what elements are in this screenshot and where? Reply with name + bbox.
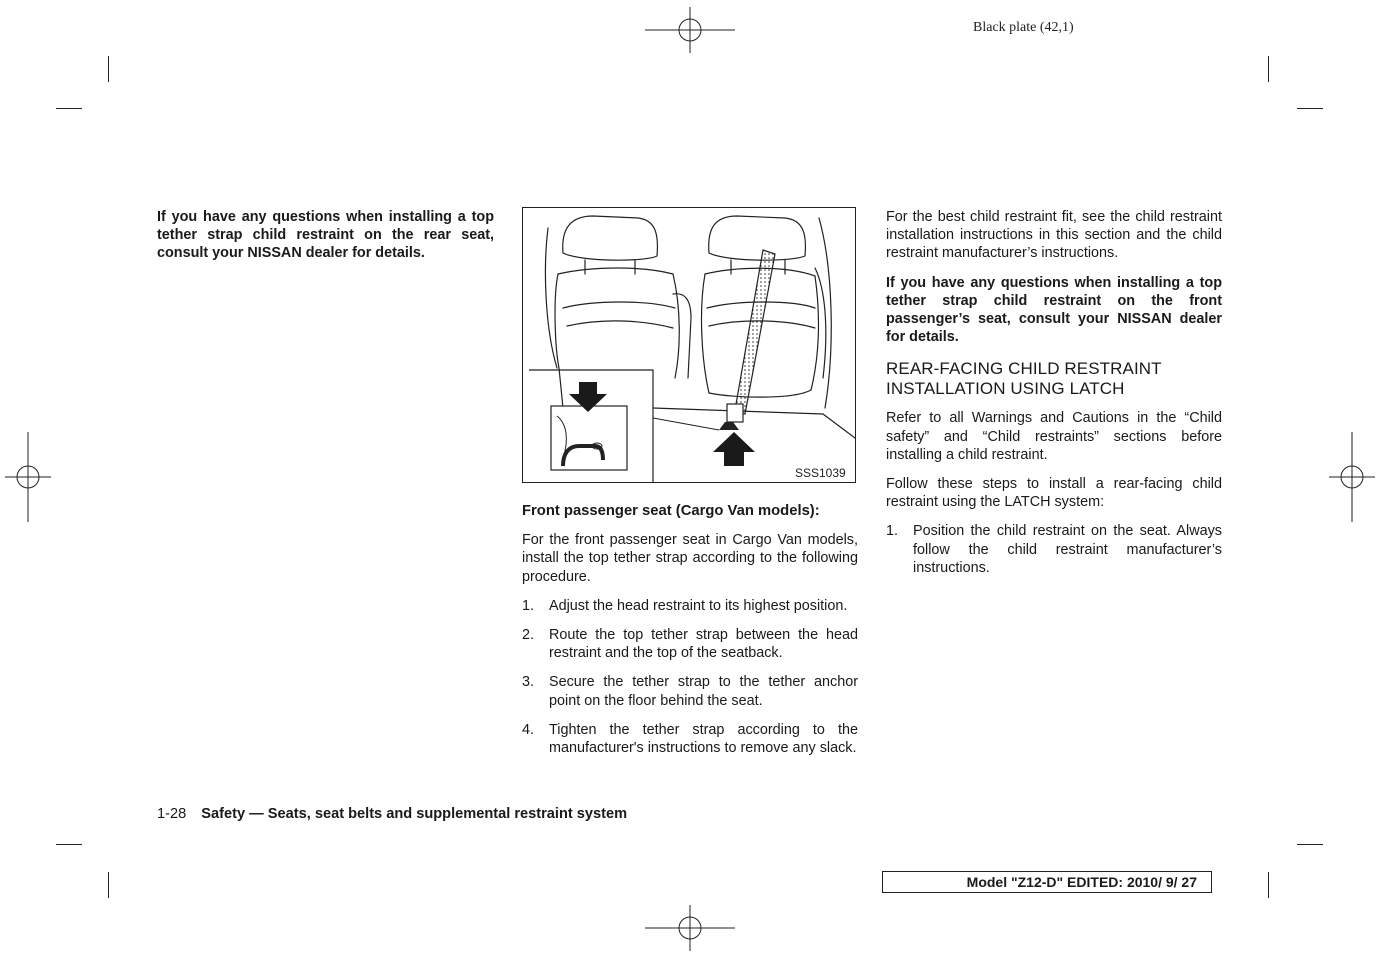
list-item: 4. Tighten the tether strap according to the manufacturer's instructions to remove any slack.	[522, 721, 858, 757]
section-title: Safety — Seats, seat belts and supplemental restraint system	[201, 806, 628, 822]
black-plate-label: Black plate (42,1)	[973, 20, 1074, 35]
list-item: 1. Adjust the head restraint to its highest position.	[522, 597, 848, 614]
warnings-paragraph: Refer to all Warnings and Cautions in the “Child safety” and “Child restraints” sections before installing a child restraint.	[886, 410, 1222, 463]
registration-mark-top	[645, 7, 735, 53]
list-item: 1. Position the child restraint on the seat. Always follow the child restraint manufacturer’s instructions.	[886, 523, 1222, 576]
front-passenger-heading: Front passenger seat (Cargo Van models):	[522, 503, 820, 519]
latch-steps	[886, 522, 1222, 577]
rear-seat-dealer-note: If you have any questions when installing a top tether strap child restraint on the rear seat, consult your NISSAN dealer for details.	[157, 209, 494, 262]
registration-mark-left	[5, 432, 51, 522]
registration-mark-right	[1329, 432, 1375, 522]
list-item: 2. Route the top tether strap between the head restraint and the top of the seatback.	[522, 627, 858, 662]
latch-steps-intro: Follow these steps to install a rear-facing child restraint using the LATCH system:	[886, 476, 1222, 511]
right-column	[886, 208, 1222, 588]
figure-code: SSS1039	[795, 466, 846, 480]
best-fit-paragraph: For the best child restraint fit, see the child restraint installation instructions in this section and the child restraint manufacturer’s instructions.	[886, 209, 1222, 262]
latch-section-heading: REAR-FACING CHILD RESTRAINT INSTALLATION USING LATCH	[886, 359, 1162, 399]
list-item: 3. Secure the tether strap to the tether anchor point on the floor behind the seat.	[522, 674, 858, 709]
model-edited-box: Model "Z12-D" EDITED: 2010/ 9/ 27	[882, 871, 1212, 893]
seat-tether-illustration	[522, 207, 856, 483]
page-number: 1-28	[157, 806, 187, 822]
front-passenger-steps	[522, 597, 858, 757]
page-footer	[157, 806, 627, 822]
registration-mark-bottom	[645, 905, 735, 951]
middle-column	[522, 502, 858, 768]
front-passenger-intro: For the front passenger seat in Cargo Van models, install the top tether strap according to the following procedure.	[522, 532, 858, 585]
front-seat-dealer-note: If you have any questions when installing a top tether strap child restraint on the front passenger’s seat, consult your NISSAN dealer for details.	[886, 274, 1222, 346]
seat-tether-drawing	[523, 208, 855, 482]
left-column	[157, 208, 494, 274]
